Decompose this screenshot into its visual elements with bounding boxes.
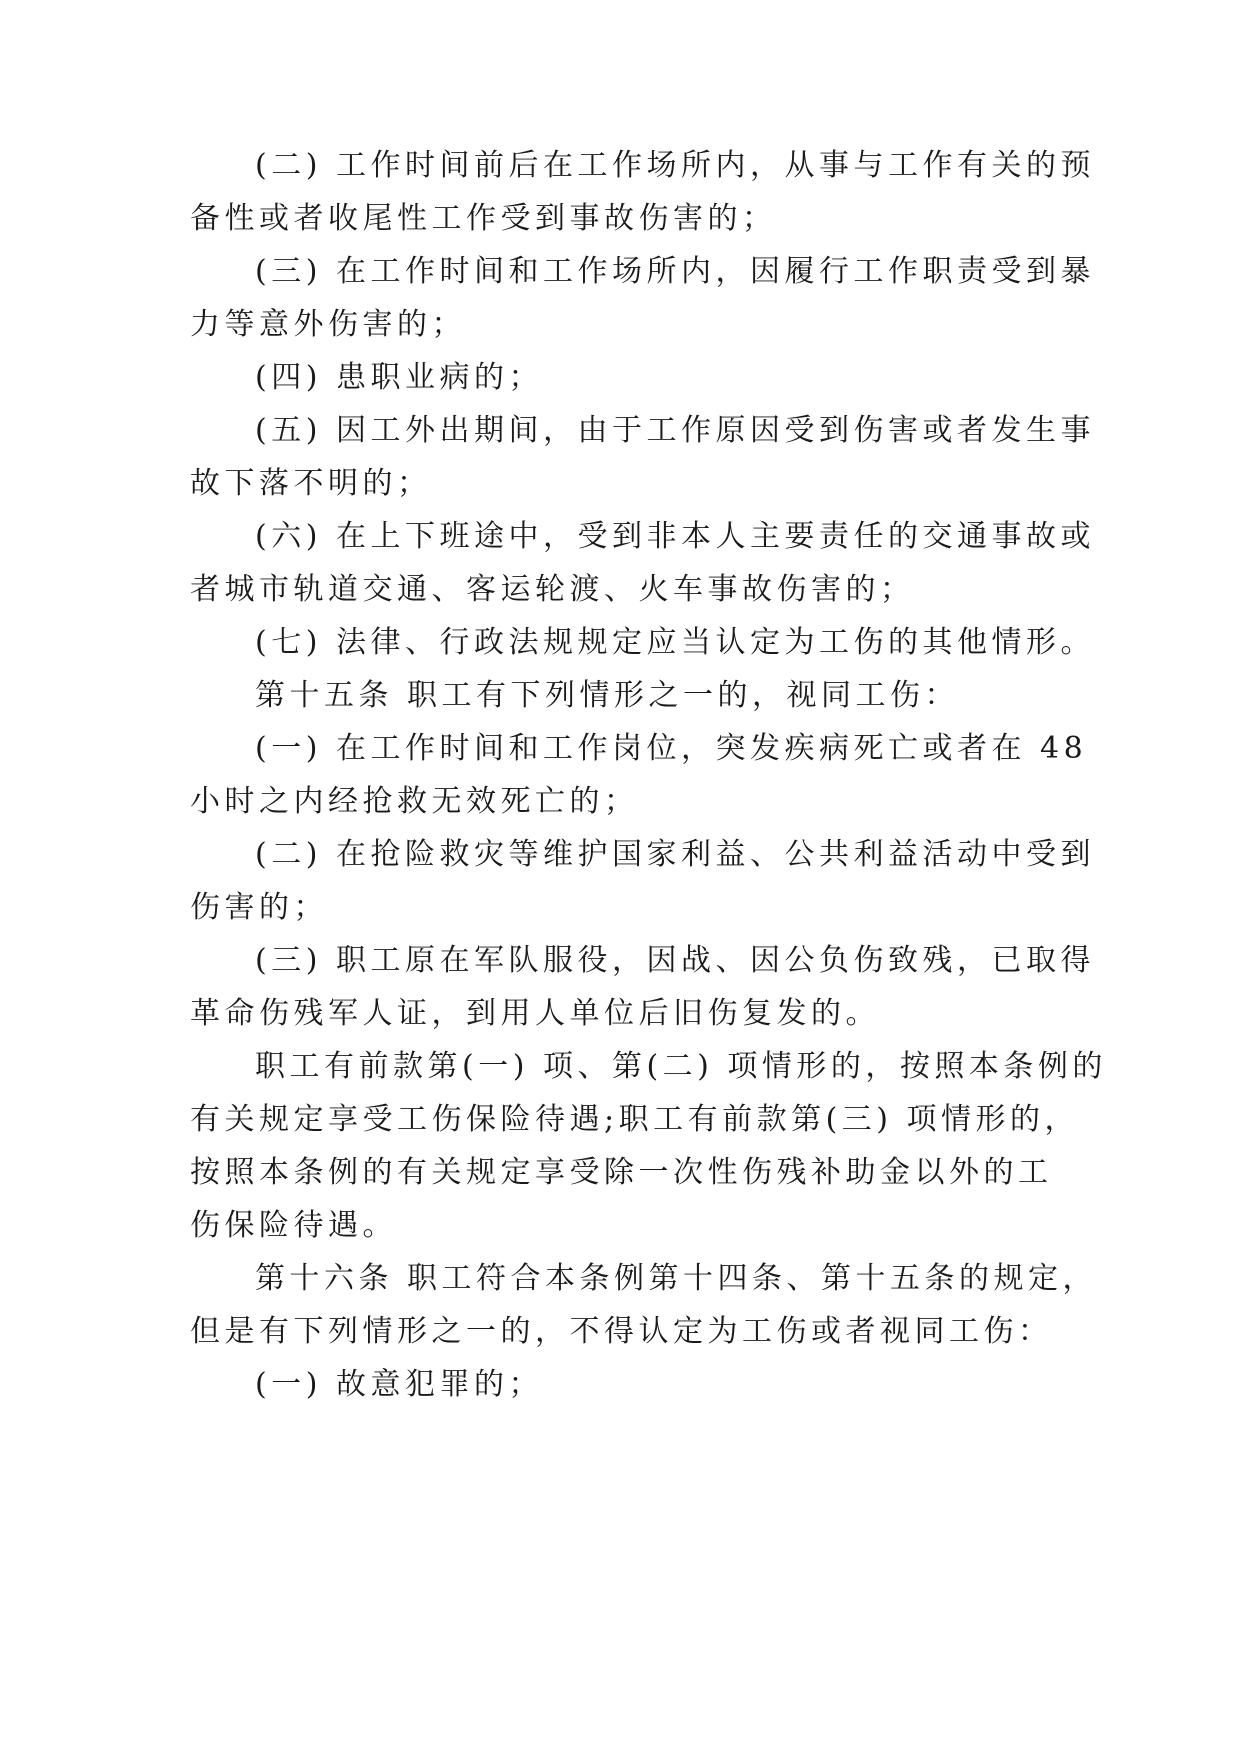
text-line: (三) 在工作时间和工作场所内，因履行工作职责受到暴 xyxy=(255,254,1095,289)
text-line: 伤保险待遇。 xyxy=(190,1208,397,1243)
text-line: 职工有前款第(一) 项、第(二) 项情形的，按照本条例的 xyxy=(255,1049,1107,1084)
text-line: 有关规定享受工伤保险待遇;职工有前款第(三) 项情形的， xyxy=(190,1102,1080,1137)
text-line: 故下落不明的； xyxy=(190,466,432,501)
text-line: 伤害的； xyxy=(190,890,328,925)
text-line: (六) 在上下班途中，受到非本人主要责任的交通事故或 xyxy=(255,519,1095,554)
text-line: (二) 工作时间前后在工作场所内，从事与工作有关的预 xyxy=(255,148,1095,183)
text-line: (一) 在工作时间和工作岗位，突发疾病死亡或者在 48 xyxy=(255,731,1088,766)
text-line: (五) 因工外出期间，由于工作原因受到伤害或者发生事 xyxy=(255,413,1095,448)
text-line: 革命伤残军人证，到用人单位后旧伤复发的。 xyxy=(190,996,880,1031)
text-line: 第十五条 职工有下列情形之一的，视同工伤： xyxy=(255,678,960,713)
text-line: 备性或者收尾性工作受到事故伤害的； xyxy=(190,201,777,236)
text-line: (七) 法律、行政法规规定应当认定为工伤的其他情形。 xyxy=(255,625,1095,660)
text-line: 第十六条 职工符合本条例第十四条、第十五条的规定， xyxy=(255,1261,1098,1296)
text-line: (二) 在抢险救灾等维护国家利益、公共利益活动中受到 xyxy=(255,837,1095,872)
text-line: 但是有下列情形之一的，不得认定为工伤或者视同工伤： xyxy=(190,1314,1053,1349)
text-line: (四) 患职业病的； xyxy=(255,360,543,395)
text-line: (三) 职工原在军队服役，因战、因公负伤致残，已取得 xyxy=(255,943,1095,978)
text-line: 按照本条例的有关规定享受除一次性伤残补助金以外的工 xyxy=(190,1155,1053,1190)
text-line: 者城市轨道交通、客运轮渡、火车事故伤害的； xyxy=(190,572,915,607)
text-line: 力等意外伤害的； xyxy=(190,307,466,342)
text-line: (一) 故意犯罪的； xyxy=(255,1367,543,1402)
text-line: 小时之内经抢救无效死亡的； xyxy=(190,784,639,819)
